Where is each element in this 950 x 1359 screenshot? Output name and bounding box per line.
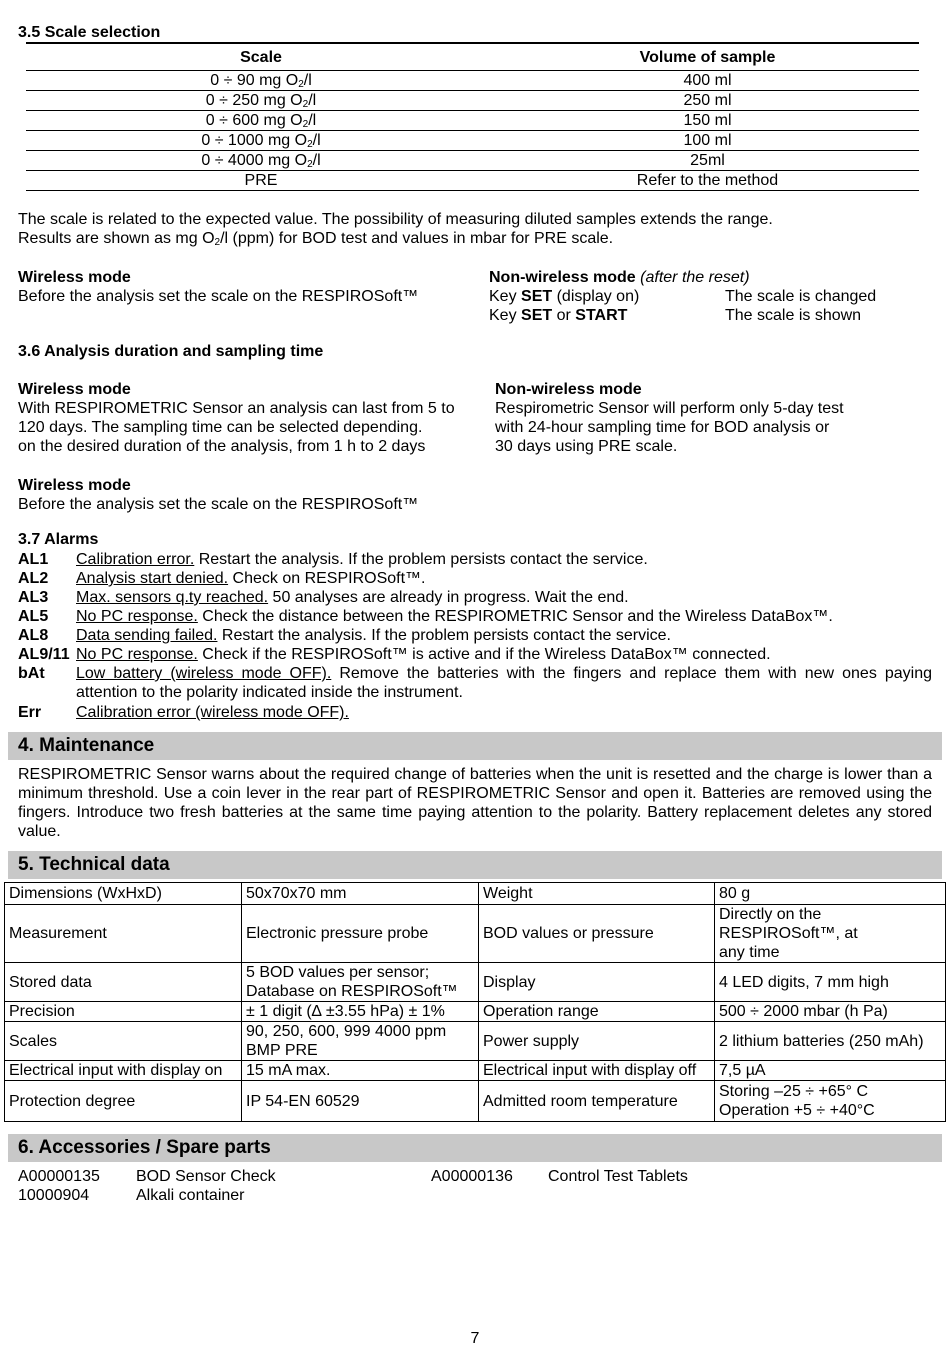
scale-cell: 0 ÷ 600 mg $O_2/l$ — [26, 111, 496, 131]
duration-wireless-line: 120 days. The sampling time can be selected depending. — [18, 419, 423, 436]
maintenance-header: 4. Maintenance — [8, 732, 942, 760]
tech-value: 80 g — [715, 883, 946, 905]
table-row — [26, 131, 919, 151]
duration-wireless-line: With RESPIROMETRIC Sensor an analysis can last from 5 to — [18, 400, 455, 417]
accessory-code: 10000904 — [18, 1187, 90, 1204]
scale-wireless-text: Before the analysis set the scale on the RESPIROSoft™ — [18, 288, 419, 305]
duration-section-title: 3.6 Analysis duration and sampling time — [18, 343, 324, 360]
alarm-text: No PC response. Check if the RESPIROSoft™ is active and if the Wireless DataBox™ connected. — [76, 646, 771, 663]
volume-cell: 400 ml — [496, 71, 919, 91]
tech-value: 500 ÷ 2000 mbar (h Pa) — [715, 1002, 946, 1022]
tech-label: Scales — [5, 1022, 242, 1061]
volume-cell: 100 ml — [496, 131, 919, 151]
accessory-name: Alkali container — [136, 1187, 245, 1204]
accessory-name: Control Test Tablets — [548, 1168, 688, 1185]
accessories-header: 6. Accessories / Spare parts — [8, 1134, 942, 1162]
tech-label: Dimensions (WxHxD) — [5, 883, 242, 905]
table-row — [26, 171, 919, 191]
alarm-text: Low battery (wireless mode OFF). Remove the batteries with the fingers and replace them with new ones paying attention to the polarity indicated inside the instrument. — [76, 665, 932, 701]
tech-label: Precision — [5, 1002, 242, 1022]
scale-paragraph-1: The scale is related to the expected value. The possibility of measuring diluted samples extends the range. — [18, 211, 773, 228]
duration-nonwireless-line: Respirometric Sensor will perform only 5-day test — [495, 400, 844, 417]
tech-value: 4 LED digits, 7 mm high — [715, 963, 946, 1002]
maintenance-text: RESPIROMETRIC Sensor warns about the required change of batteries when the unit is resetted and the charge is lower than a minimum threshold. Use a coin lever in the rear part of RESPIROMETRIC Sensor and open it. Batteries are removed using the fingers. Introduce two fresh batteries at the same time paying attention to the polarity. Battery replacement deletes any stored value. — [18, 766, 932, 840]
key-set-instruction: Key SET (display on) — [489, 288, 640, 305]
duration-nonwireless-line: with 24-hour sampling time for BOD analysis or — [495, 419, 830, 436]
tech-value: ± 1 digit (∆ ±3.55 hPa) ± 1% — [242, 1002, 479, 1022]
duration-nonwireless-line: 30 days using PRE scale. — [495, 438, 678, 455]
tech-label: Display — [479, 963, 715, 1002]
accessory-code: A00000136 — [431, 1168, 513, 1185]
key-set-result: The scale is changed — [725, 288, 877, 305]
accessory-name: BOD Sensor Check — [136, 1168, 276, 1185]
technical-header: 5. Technical data — [8, 851, 942, 879]
tech-label: Admitted room temperature — [479, 1081, 715, 1122]
page-number: 7 — [470, 1330, 480, 1347]
scale-cell: 0 ÷ 90 mg $O_2/l$ — [26, 71, 496, 91]
table-row — [5, 1022, 946, 1061]
key-start-result: The scale is shown — [725, 307, 862, 324]
tech-value: 50x70x70 mm — [242, 883, 479, 905]
alarm-code: AL9/11 — [18, 646, 70, 663]
tech-label: Power supply — [479, 1022, 715, 1061]
duration-wireless-line: on the desired duration of the analysis, from 1 h to 2 days — [18, 438, 426, 455]
tech-value: Directly on the RESPIROSoft™, at any time — [715, 905, 946, 963]
table-row — [26, 111, 919, 131]
tech-label: Operation range — [479, 1002, 715, 1022]
alarm-text: No PC response. Check the distance between the RESPIROMETRIC Sensor and the Wireless DataBox™. — [76, 608, 833, 625]
table-row — [5, 1081, 946, 1122]
duration-nonwireless-title: Non-wireless mode — [495, 381, 642, 398]
table-row — [26, 71, 919, 91]
table-row — [5, 1061, 946, 1081]
scale-paragraph-2: Results are shown as mg $O_2/l$ (ppm) for BOD test and values in mbar for PRE scale. — [18, 230, 614, 248]
volume-cell: 25ml — [496, 151, 919, 171]
tech-value: Electronic pressure probe — [242, 905, 479, 963]
duration-wireless2-title: Wireless mode — [18, 477, 131, 494]
alarm-text: Calibration error. Restart the analysis. If the problem persists contact the service. — [76, 551, 648, 568]
tech-label: Weight — [479, 883, 715, 905]
tech-label: Electrical input with display on — [5, 1061, 242, 1081]
volume-cell: Refer to the method — [496, 171, 919, 191]
alarm-code: AL8 — [18, 627, 49, 644]
table-row — [5, 1002, 946, 1022]
accessory-code: A00000135 — [18, 1168, 100, 1185]
scale-cell: 0 ÷ 4000 mg $O_2/l$ — [26, 151, 496, 171]
table-row — [26, 91, 919, 111]
alarm-code: bAt — [18, 665, 45, 682]
scale-column-header: Scale — [26, 43, 496, 71]
technical-table — [4, 882, 946, 1122]
table-row — [26, 151, 919, 171]
tech-label: BOD values or pressure — [479, 905, 715, 963]
scale-table — [26, 42, 919, 191]
tech-value: 5 BOD values per sensor; Database on RESPIROSoft™ — [242, 963, 479, 1002]
tech-value: 2 lithium batteries (250 mAh) — [715, 1022, 946, 1061]
alarm-code: AL5 — [18, 608, 49, 625]
alarm-text: Max. sensors q.ty reached. 50 analyses are already in progress. Wait the end. — [76, 589, 629, 606]
tech-value: 90, 250, 600, 999 4000 ppm BMP PRE — [242, 1022, 479, 1061]
scale-section-title: 3.5 Scale selection — [18, 24, 161, 41]
alarm-code: AL2 — [18, 570, 49, 587]
alarm-text: Data sending failed. Restart the analysis. If the problem persists contact the service. — [76, 627, 671, 644]
duration-wireless-title: Wireless mode — [18, 381, 131, 398]
alarm-code: Err — [18, 704, 42, 721]
scale-table-header — [26, 43, 919, 71]
volume-cell: 150 ml — [496, 111, 919, 131]
table-row — [5, 905, 946, 963]
alarm-text: Analysis start denied. Check on RESPIROSoft™. — [76, 570, 426, 587]
scale-wireless-title: Wireless mode — [18, 269, 131, 286]
tech-label: Measurement — [5, 905, 242, 963]
volume-column-header: Volume of sample — [496, 43, 919, 71]
alarm-text: Calibration error (wireless mode OFF). — [76, 704, 349, 721]
tech-value: 7,5 µA — [715, 1061, 946, 1081]
tech-label: Electrical input with display off — [479, 1061, 715, 1081]
volume-cell: 250 ml — [496, 91, 919, 111]
tech-label: Stored data — [5, 963, 242, 1002]
scale-cell: 0 ÷ 250 mg $O_2/l$ — [26, 91, 496, 111]
alarm-code: AL1 — [18, 551, 49, 568]
table-row — [5, 883, 946, 905]
alarm-code: AL3 — [18, 589, 49, 606]
key-start-instruction: Key SET or START — [489, 307, 628, 324]
tech-value: Storing –25 ÷ +65° C Operation +5 ÷ +40°C — [715, 1081, 946, 1122]
tech-value: IP 54-EN 60529 — [242, 1081, 479, 1122]
scale-cell: 0 ÷ 1000 mg $O_2/l$ — [26, 131, 496, 151]
table-row — [5, 963, 946, 1002]
scale-cell: PRE — [26, 171, 496, 191]
scale-nonwireless-title: Non-wireless mode (after the reset) — [489, 269, 750, 286]
duration-wireless2-text: Before the analysis set the scale on the RESPIROSoft™ — [18, 496, 419, 513]
alarms-section-title: 3.7 Alarms — [18, 531, 99, 548]
tech-label: Protection degree — [5, 1081, 242, 1122]
tech-value: 15 mA max. — [242, 1061, 479, 1081]
